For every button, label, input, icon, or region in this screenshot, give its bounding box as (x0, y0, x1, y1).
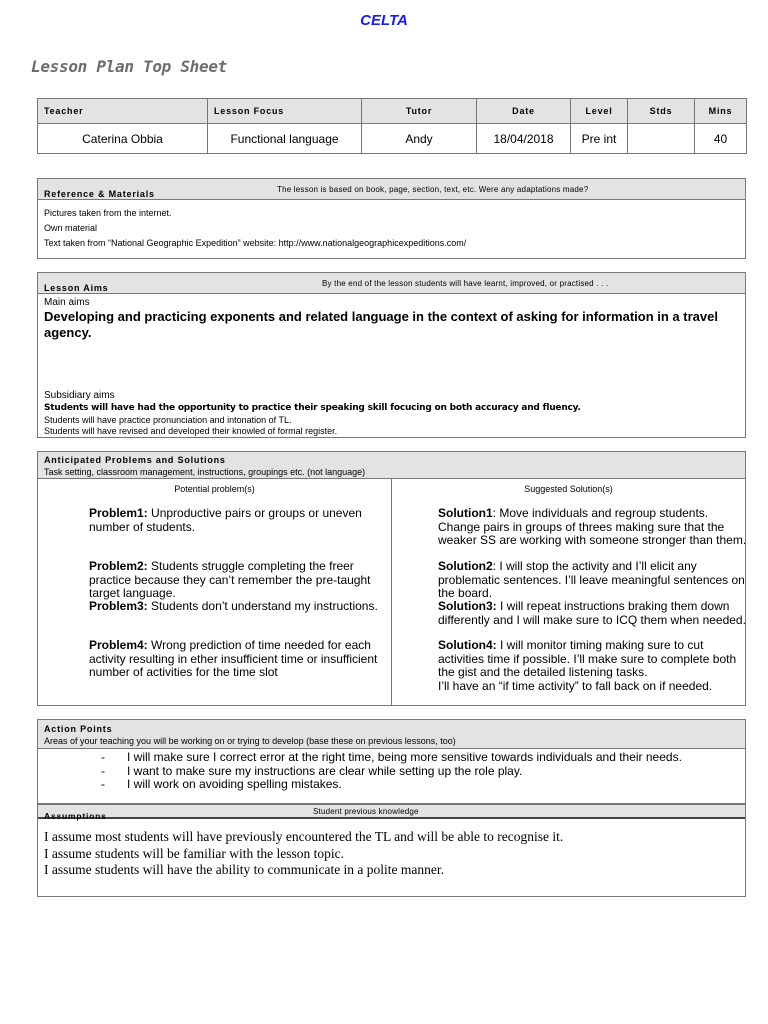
reference-materials-section (37, 178, 746, 259)
solutions-column-heading: Suggested Solution(s) (524, 484, 613, 494)
assumption-line: I assume students will be familiar with the lesson topic. (44, 845, 344, 861)
assumption-line: I assume students will have the ability to communicate in a polite manner. (44, 862, 445, 877)
info-header-row (38, 99, 747, 124)
problems-solutions-section (37, 451, 746, 706)
celta-heading: CELTA (360, 12, 408, 29)
subsidiary-aim-line: Students will have practice pronunciation and intonation of TL. (44, 415, 292, 425)
reference-title: Reference & Materials (44, 189, 155, 199)
solutions-column (392, 479, 745, 705)
main-aims-label: Main aims (44, 297, 90, 308)
stds-value (628, 124, 695, 154)
date-value: 18/04/2018 (477, 124, 571, 154)
level-value: Pre int (571, 124, 628, 154)
reference-header (38, 179, 745, 200)
aims-title: Lesson Aims (44, 283, 109, 293)
header-date: Date (477, 99, 571, 124)
subsidiary-aim-bold: Students will have had the opportunity to practice their speaking skill focucing on both accuracy and fluency. (44, 403, 581, 413)
assumptions-body (38, 819, 745, 889)
header-level: Level (571, 99, 628, 124)
assumptions-title: Assumptions (44, 811, 107, 821)
tutor-value: Andy (362, 124, 477, 154)
solution-entry: Solution1: Move individuals and regroup students. Change pairs in groups of threes making sure that the weaker SS are working with someone stronger than them. (438, 506, 747, 547)
action-header (38, 720, 745, 749)
solution-entry: Solution2: I will stop the activity and I’ll elicit any problematic sentences. I’ll leave meaningful sentences on the board. (438, 559, 745, 600)
assumption-line: I assume most students will have previously encountered the TL and will be able to recognise it. (44, 829, 564, 844)
header-lesson-focus: Lesson Focus (208, 99, 362, 124)
problems-column (38, 479, 392, 705)
problems-title: Anticipated Problems and Solutions (44, 455, 226, 465)
assumptions-header (38, 805, 745, 819)
solution-entry: Solution3: I will repeat instructions braking them down differently and I will make sure to ICQ them when needed. (438, 599, 746, 627)
action-title: Action Points (44, 724, 113, 734)
main-aims-text: Developing and practicing exponents and related language in the context of asking for information in a travel agency. (44, 309, 718, 340)
assumptions-section (37, 804, 746, 897)
problem-entry: Problem1: Unproductive pairs or groups or uneven number of students. (89, 506, 362, 534)
problem-entry: Problem2: Students struggle completing the freer practice because they can’t remember the pre-taught target language. (89, 559, 371, 600)
info-value-row (38, 124, 747, 154)
reference-note: The lesson is based on book, page, section, text, etc. Were any adaptations made? (277, 185, 589, 194)
header-tutor: Tutor (362, 99, 477, 124)
problems-subtitle: Task setting, classroom management, instructions, groupings etc. (not language) (44, 467, 366, 477)
assumptions-note: Student previous knowledge (313, 807, 419, 816)
problem-entry: Problem4: Wrong prediction of time needed for each activity resulting in ether insufficient time or insufficient number of activities for the time slot (89, 638, 378, 679)
action-item: - I will work on avoiding spelling mistakes. (101, 778, 745, 792)
reference-line: Own material (44, 223, 98, 233)
reference-line: Text taken from “National Geographic Expedition” website: http://www.nationalgeographicexpeditions.com/ (44, 238, 467, 248)
subsidiary-aims-label: Subsidiary aims (44, 390, 115, 401)
mins-value: 40 (695, 124, 747, 154)
solution-entry: Solution4: I will monitor timing making sure to cut activities time if possible. I’ll make sure to complete both the gist and the detailed listening tasks. I’ll have an “if time activity” to fall back on if needed. (438, 638, 737, 693)
action-item: - I will make sure I correct error at the right time, being more sensitive towards individuals and their needs. (101, 751, 745, 765)
lesson-focus-value: Functional language (208, 124, 362, 154)
subsidiary-aim-line: Students will have revised and developed their knowled of formal register. (44, 426, 338, 436)
aims-note: By the end of the lesson students will have learnt, improved, or practised . . . (322, 279, 609, 288)
problems-column-heading: Potential problem(s) (174, 484, 255, 494)
header-stds: Stds (628, 99, 695, 124)
lesson-info-table (37, 98, 747, 154)
problem-entry: Problem3: Students don’t understand my instructions. (89, 599, 378, 613)
action-subtitle: Areas of your teaching you will be working on or trying to develop (base these on previous lessons, too) (44, 736, 456, 746)
page-title: Lesson Plan Top Sheet (31, 57, 227, 76)
header-teacher: Teacher (38, 99, 208, 124)
teacher-value: Caterina Obbia (38, 124, 208, 154)
action-points-section (37, 719, 746, 804)
header-mins: Mins (695, 99, 747, 124)
lesson-aims-section (37, 272, 746, 438)
reference-line: Pictures taken from the internet. (44, 208, 172, 218)
action-item: - I want to make sure my instructions are clear while setting up the role play. (101, 765, 745, 779)
aims-header (38, 273, 745, 294)
aims-body (38, 294, 745, 440)
reference-body (38, 200, 745, 257)
problems-header (38, 452, 745, 479)
action-list (38, 749, 745, 792)
